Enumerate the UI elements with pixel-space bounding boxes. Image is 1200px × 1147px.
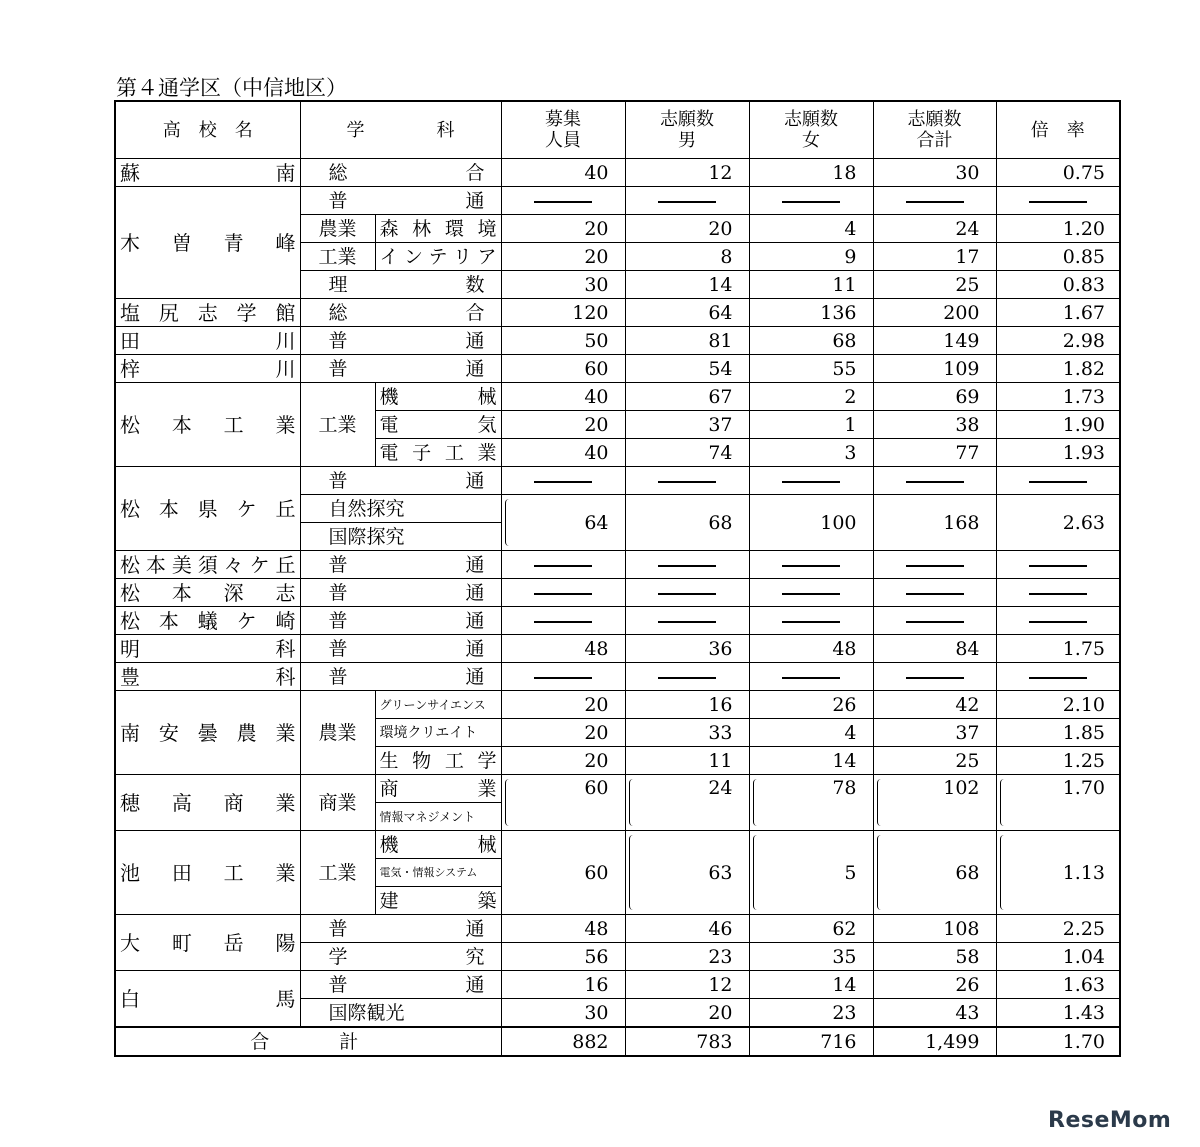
dept-name: 普通 <box>300 971 501 999</box>
total-cell: 17 <box>873 243 996 271</box>
dept-sub: 生物工学 <box>375 747 501 775</box>
dept-sub: 電気・情報システム <box>375 859 501 887</box>
male-cell: 12 <box>625 159 749 187</box>
female-cell: 3 <box>749 439 873 467</box>
no-data-dash <box>501 579 625 607</box>
school-name: 松本深志 <box>115 579 300 607</box>
table-row <box>115 187 1120 215</box>
table-row <box>115 691 1120 719</box>
dept-sub: 機械 <box>375 831 501 859</box>
dept-name: 普通 <box>300 327 501 355</box>
header-rate: 倍 率 <box>996 101 1120 159</box>
dept-name: 普通 <box>300 355 501 383</box>
rate-cell: 1.85 <box>996 719 1120 747</box>
male-cell: 63 <box>625 831 749 915</box>
applicant-table <box>114 100 1121 1057</box>
quota-cell: 20 <box>501 243 625 271</box>
quota-cell: 20 <box>501 215 625 243</box>
no-data-dash <box>873 663 996 691</box>
male-cell: 54 <box>625 355 749 383</box>
table-row <box>115 579 1120 607</box>
male-cell: 68 <box>625 495 749 551</box>
male-cell: 23 <box>625 943 749 971</box>
quota-cell: 40 <box>501 383 625 411</box>
female-cell: 100 <box>749 495 873 551</box>
quota-cell: 60 <box>501 355 625 383</box>
no-data-dash <box>501 663 625 691</box>
school-name: 木曽青峰 <box>115 187 300 299</box>
dept-sub: 商業 <box>375 775 501 803</box>
header-dept: 学 科 <box>300 101 501 159</box>
total-cell: 109 <box>873 355 996 383</box>
quota-cell: 56 <box>501 943 625 971</box>
dept-category: 工業 <box>300 243 375 271</box>
dept-sub: 情報マネジメント <box>375 803 501 831</box>
dept-name: 普通 <box>300 467 501 495</box>
male-cell: 12 <box>625 971 749 999</box>
header-total: 志願数 合計 <box>873 101 996 159</box>
dept-category: 工業 <box>300 831 375 915</box>
quota-cell: 120 <box>501 299 625 327</box>
rate-cell: 1.04 <box>996 943 1120 971</box>
no-data-dash <box>625 607 749 635</box>
dept-name: 普通 <box>300 551 501 579</box>
rate-cell: 0.75 <box>996 159 1120 187</box>
school-name: 大町岳陽 <box>115 915 300 971</box>
total-cell: 58 <box>873 943 996 971</box>
rate-cell: 2.98 <box>996 327 1120 355</box>
female-cell: 14 <box>749 747 873 775</box>
no-data-dash <box>625 579 749 607</box>
total-cell: 25 <box>873 271 996 299</box>
dept-name: 国際探究 <box>300 523 501 551</box>
no-data-dash <box>749 607 873 635</box>
quota-cell: 20 <box>501 747 625 775</box>
no-data-dash <box>501 551 625 579</box>
total-cell: 25 <box>873 747 996 775</box>
school-name: 豊科 <box>115 663 300 691</box>
dept-sub: 電気 <box>375 411 501 439</box>
male-cell: 46 <box>625 915 749 943</box>
no-data-dash <box>501 467 625 495</box>
female-cell: 35 <box>749 943 873 971</box>
total-cell: 200 <box>873 299 996 327</box>
total-cell: 42 <box>873 691 996 719</box>
total-cell: 69 <box>873 383 996 411</box>
rate-cell: 0.83 <box>996 271 1120 299</box>
table-row <box>115 831 1120 859</box>
rate-cell: 2.25 <box>996 915 1120 943</box>
rate-cell: 1.73 <box>996 383 1120 411</box>
school-name: 池田工業 <box>115 831 300 915</box>
no-data-dash <box>749 579 873 607</box>
male-cell: 37 <box>625 411 749 439</box>
quota-cell: 48 <box>501 635 625 663</box>
dept-name: 普通 <box>300 663 501 691</box>
total-cell: 108 <box>873 915 996 943</box>
table-row <box>115 551 1120 579</box>
dept-name: 普通 <box>300 607 501 635</box>
table-row <box>115 607 1120 635</box>
header-male: 志願数 男 <box>625 101 749 159</box>
male-cell: 14 <box>625 271 749 299</box>
female-cell: 62 <box>749 915 873 943</box>
no-data-dash <box>873 607 996 635</box>
dept-category: 工業 <box>300 383 375 467</box>
table-row <box>115 467 1120 495</box>
rate-cell: 1.43 <box>996 999 1120 1028</box>
brace <box>753 835 760 910</box>
male-cell: 20 <box>625 999 749 1028</box>
quota-cell: 40 <box>501 159 625 187</box>
female-cell: 55 <box>749 355 873 383</box>
dept-category: 商業 <box>300 775 375 831</box>
school-name: 松本工業 <box>115 383 300 467</box>
quota-cell: 16 <box>501 971 625 999</box>
total-female: 716 <box>749 1027 873 1056</box>
table-row <box>115 663 1120 691</box>
male-cell: 24 <box>625 775 749 831</box>
no-data-dash <box>873 187 996 215</box>
rate-cell: 1.63 <box>996 971 1120 999</box>
female-cell: 14 <box>749 971 873 999</box>
total-cell: 84 <box>873 635 996 663</box>
female-cell: 48 <box>749 635 873 663</box>
female-cell: 18 <box>749 159 873 187</box>
no-data-dash <box>625 551 749 579</box>
rate-cell: 1.93 <box>996 439 1120 467</box>
dept-name: 普通 <box>300 187 501 215</box>
quota-cell: 30 <box>501 271 625 299</box>
rate-cell: 1.67 <box>996 299 1120 327</box>
rate-cell: 1.82 <box>996 355 1120 383</box>
no-data-dash <box>996 187 1120 215</box>
total-cell: 168 <box>873 495 996 551</box>
header-school: 高 校 名 <box>115 101 300 159</box>
dept-name: 理数 <box>300 271 501 299</box>
no-data-dash <box>501 187 625 215</box>
resemom-logo: ReseMom <box>1048 1108 1172 1133</box>
male-cell: 67 <box>625 383 749 411</box>
rate-cell: 2.10 <box>996 691 1120 719</box>
dept-sub: 建築 <box>375 887 501 915</box>
quota-cell: 20 <box>501 691 625 719</box>
female-cell: 11 <box>749 271 873 299</box>
brace <box>505 779 512 826</box>
school-name: 松本蟻ケ崎 <box>115 607 300 635</box>
female-cell: 136 <box>749 299 873 327</box>
quota-cell: 20 <box>501 719 625 747</box>
rate-cell: 1.13 <box>996 831 1120 915</box>
brace <box>877 835 884 910</box>
school-name: 塩尻志学館 <box>115 299 300 327</box>
no-data-dash <box>501 607 625 635</box>
female-cell: 68 <box>749 327 873 355</box>
rate-cell: 1.20 <box>996 215 1120 243</box>
school-name: 蘇南 <box>115 159 300 187</box>
no-data-dash <box>996 551 1120 579</box>
dept-category: 農業 <box>300 215 375 243</box>
table-row <box>115 775 1120 803</box>
school-name: 穂高商業 <box>115 775 300 831</box>
female-cell: 78 <box>749 775 873 831</box>
male-cell: 11 <box>625 747 749 775</box>
female-cell: 26 <box>749 691 873 719</box>
total-cell: 37 <box>873 719 996 747</box>
brace <box>877 779 884 826</box>
table-row <box>115 159 1120 187</box>
dept-sub: 電子工業 <box>375 439 501 467</box>
no-data-dash <box>996 607 1120 635</box>
school-name: 松本県ケ丘 <box>115 467 300 551</box>
school-name: 梓川 <box>115 355 300 383</box>
total-quota: 882 <box>501 1027 625 1056</box>
header-female: 志願数 女 <box>749 101 873 159</box>
total-cell: 43 <box>873 999 996 1028</box>
rate-cell: 2.63 <box>996 495 1120 551</box>
brace <box>753 779 760 826</box>
dept-name: 国際観光 <box>300 999 501 1028</box>
male-cell: 36 <box>625 635 749 663</box>
female-cell: 5 <box>749 831 873 915</box>
table-row <box>115 383 1120 411</box>
total-male: 783 <box>625 1027 749 1056</box>
total-cell: 30 <box>873 159 996 187</box>
dept-category: 農業 <box>300 691 375 775</box>
male-cell: 64 <box>625 299 749 327</box>
no-data-dash <box>749 187 873 215</box>
dept-sub: グリーンサイエンス <box>375 691 501 719</box>
female-cell: 23 <box>749 999 873 1028</box>
no-data-dash <box>996 663 1120 691</box>
brace <box>629 835 636 910</box>
male-cell: 33 <box>625 719 749 747</box>
school-name: 南安曇農業 <box>115 691 300 775</box>
dept-sub: 森林環境 <box>375 215 501 243</box>
total-label: 合計 <box>115 1027 501 1056</box>
no-data-dash <box>873 579 996 607</box>
no-data-dash <box>873 467 996 495</box>
rate-cell: 1.90 <box>996 411 1120 439</box>
total-row <box>115 1027 1120 1056</box>
table-row <box>115 971 1120 999</box>
table-row <box>115 327 1120 355</box>
male-cell: 74 <box>625 439 749 467</box>
rate-cell: 1.75 <box>996 635 1120 663</box>
total-cell: 38 <box>873 411 996 439</box>
table-row <box>115 635 1120 663</box>
brace <box>1000 779 1007 826</box>
male-cell: 81 <box>625 327 749 355</box>
no-data-dash <box>749 663 873 691</box>
applicant-table-frame <box>114 100 1121 1057</box>
no-data-dash <box>625 187 749 215</box>
female-cell: 1 <box>749 411 873 439</box>
quota-cell: 60 <box>501 831 625 915</box>
total-total: 1,499 <box>873 1027 996 1056</box>
header-row <box>115 101 1120 159</box>
school-name: 明科 <box>115 635 300 663</box>
quota-cell: 40 <box>501 439 625 467</box>
female-cell: 2 <box>749 383 873 411</box>
male-cell: 20 <box>625 215 749 243</box>
female-cell: 9 <box>749 243 873 271</box>
no-data-dash <box>625 467 749 495</box>
no-data-dash <box>625 663 749 691</box>
dept-sub: 機械 <box>375 383 501 411</box>
female-cell: 4 <box>749 719 873 747</box>
brace <box>505 499 512 546</box>
dept-name: 普通 <box>300 635 501 663</box>
total-rate: 1.70 <box>996 1027 1120 1056</box>
dept-sub: インテリア <box>375 243 501 271</box>
quota-cell: 20 <box>501 411 625 439</box>
dept-sub: 環境クリエイト <box>375 719 501 747</box>
school-name: 松本美須々ケ丘 <box>115 551 300 579</box>
no-data-dash <box>873 551 996 579</box>
total-cell: 149 <box>873 327 996 355</box>
no-data-dash <box>749 467 873 495</box>
rate-cell: 1.25 <box>996 747 1120 775</box>
dept-name: 総合 <box>300 299 501 327</box>
total-cell: 68 <box>873 831 996 915</box>
male-cell: 16 <box>625 691 749 719</box>
header-quota: 募集 人員 <box>501 101 625 159</box>
no-data-dash <box>749 551 873 579</box>
brace <box>1000 835 1007 910</box>
dept-name: 総合 <box>300 159 501 187</box>
female-cell: 4 <box>749 215 873 243</box>
document-caption: 第４通学区（中信地区） <box>116 76 347 100</box>
quota-cell: 64 <box>501 495 625 551</box>
rate-cell: 0.85 <box>996 243 1120 271</box>
table-row <box>115 915 1120 943</box>
total-cell: 102 <box>873 775 996 831</box>
dept-name: 普通 <box>300 915 501 943</box>
total-cell: 77 <box>873 439 996 467</box>
male-cell: 8 <box>625 243 749 271</box>
no-data-dash <box>996 467 1120 495</box>
dept-name: 普通 <box>300 579 501 607</box>
table-row <box>115 299 1120 327</box>
quota-cell: 30 <box>501 999 625 1028</box>
rate-cell: 1.70 <box>996 775 1120 831</box>
table-row <box>115 355 1120 383</box>
quota-cell: 60 <box>501 775 625 831</box>
no-data-dash <box>996 579 1120 607</box>
school-name: 白馬 <box>115 971 300 1028</box>
quota-cell: 48 <box>501 915 625 943</box>
total-cell: 26 <box>873 971 996 999</box>
dept-name: 自然探究 <box>300 495 501 523</box>
dept-name: 学究 <box>300 943 501 971</box>
total-cell: 24 <box>873 215 996 243</box>
quota-cell: 50 <box>501 327 625 355</box>
school-name: 田川 <box>115 327 300 355</box>
brace <box>629 779 636 826</box>
